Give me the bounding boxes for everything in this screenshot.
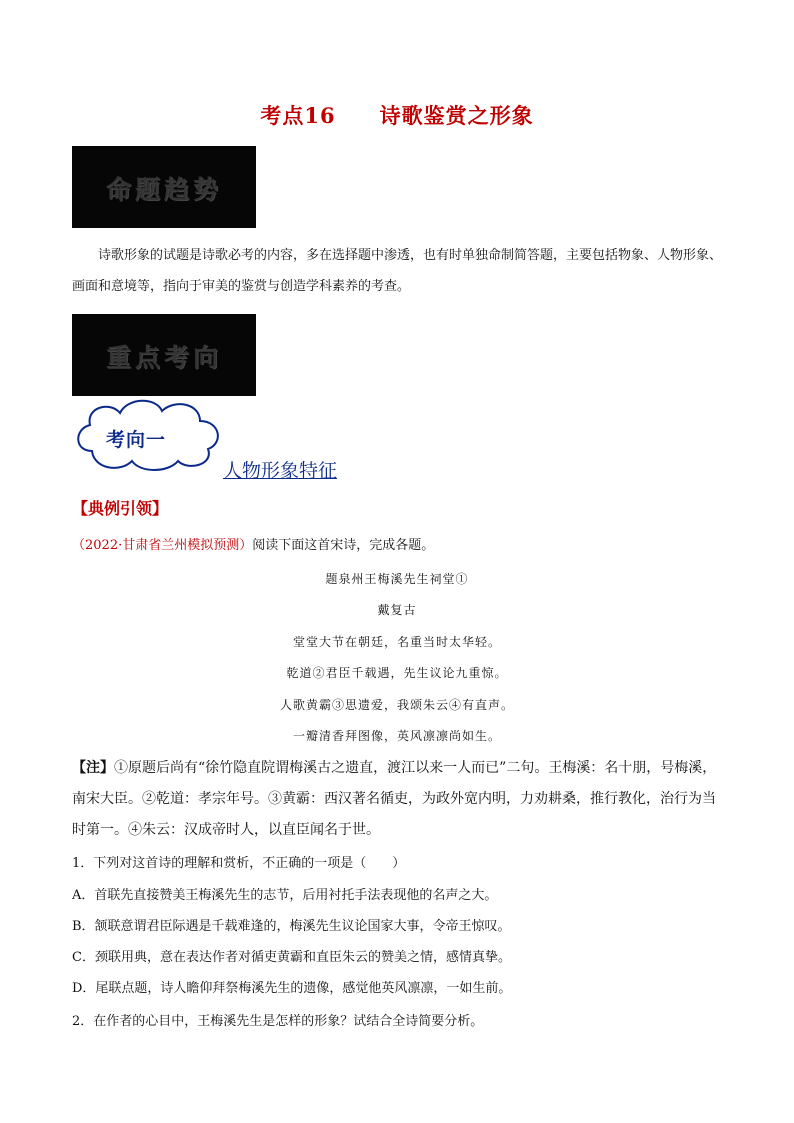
option-a: A．首联先直接赞美王梅溪先生的志节，后用衬托手法表现他的名声之大。 <box>72 888 498 903</box>
question-source: （2022·甘肃省兰州模拟预测） <box>72 538 253 553</box>
poem-line: 乾道②君臣千载遇，先生议论九重惊。 <box>286 666 508 680</box>
annotation <box>72 753 722 846</box>
trend-paragraph: 诗歌形象的试题是诗歌必考的内容，多在选择题中渗透，也有时单独命制简答题，主要包括物象、人物形象、画面和意境等，指向于审美的鉴赏与创造学科素养的考查。 <box>72 248 723 294</box>
poem-line: 一瓣清香拜图像，英风凛凛尚如生。 <box>292 729 501 743</box>
question-stem: 1．下列对这首诗的理解和赏析，不正确的一项是（ ） <box>72 856 406 871</box>
option-c: C．颈联用典，意在表达作者对循吏黄霸和直臣朱云的赞美之情，感情真挚。 <box>72 950 511 965</box>
page-title <box>0 100 794 130</box>
banner-focus <box>72 314 256 396</box>
poem-author: 戴复古 <box>377 603 417 617</box>
title-topic: 诗歌鉴赏之形象 <box>379 103 534 128</box>
banner-focus-label: 重点考向 <box>105 343 222 372</box>
question-intro <box>72 534 434 553</box>
banner-trend <box>72 146 256 228</box>
poem-title: 题泉州王梅溪先生祠堂① <box>325 572 469 586</box>
section-heading: 人物形象特征 <box>223 460 338 482</box>
title-point: 考点16 <box>260 103 336 128</box>
banner-trend-label: 命题趋势 <box>105 175 222 204</box>
question-instruction: 阅读下面这首宋诗，完成各题。 <box>252 538 435 553</box>
option-d: D．尾联点题，诗人瞻仰拜祭梅溪先生的遗像，感觉他英风凛凛，一如生前。 <box>72 981 512 996</box>
poem-line: 堂堂大节在朝廷，名重当时太华轻。 <box>292 635 501 649</box>
question-2: 2．在作者的心目中，王梅溪先生是怎样的形象？试结合全诗简要分析。 <box>72 1014 484 1029</box>
poem-line: 人歌黄霸③思遗爱，我颂朱云④有直声。 <box>279 698 514 712</box>
cloud-label: 考向一 <box>106 429 167 451</box>
annotation-label: 【注】 <box>72 760 114 776</box>
annotation-text: ①原题后尚有“徐竹隐直院谓梅溪古之遗直，渡江以来一人而已”二句。王梅溪：名十朋，号梅溪，南宋大臣。②乾道：孝宗年号。③黄霸：西汉著名循吏，为政外宽内明，力劝耕桑，推行教化，治行为当时第一。④朱云：汉成帝时人，以直臣闻名于世。 <box>72 760 717 838</box>
option-b: B．颔联意谓君臣际遇是千载难逢的，梅溪先生议论国家大事，令帝王惊叹。 <box>72 919 511 934</box>
example-label: 【典例引领】 <box>72 499 169 518</box>
